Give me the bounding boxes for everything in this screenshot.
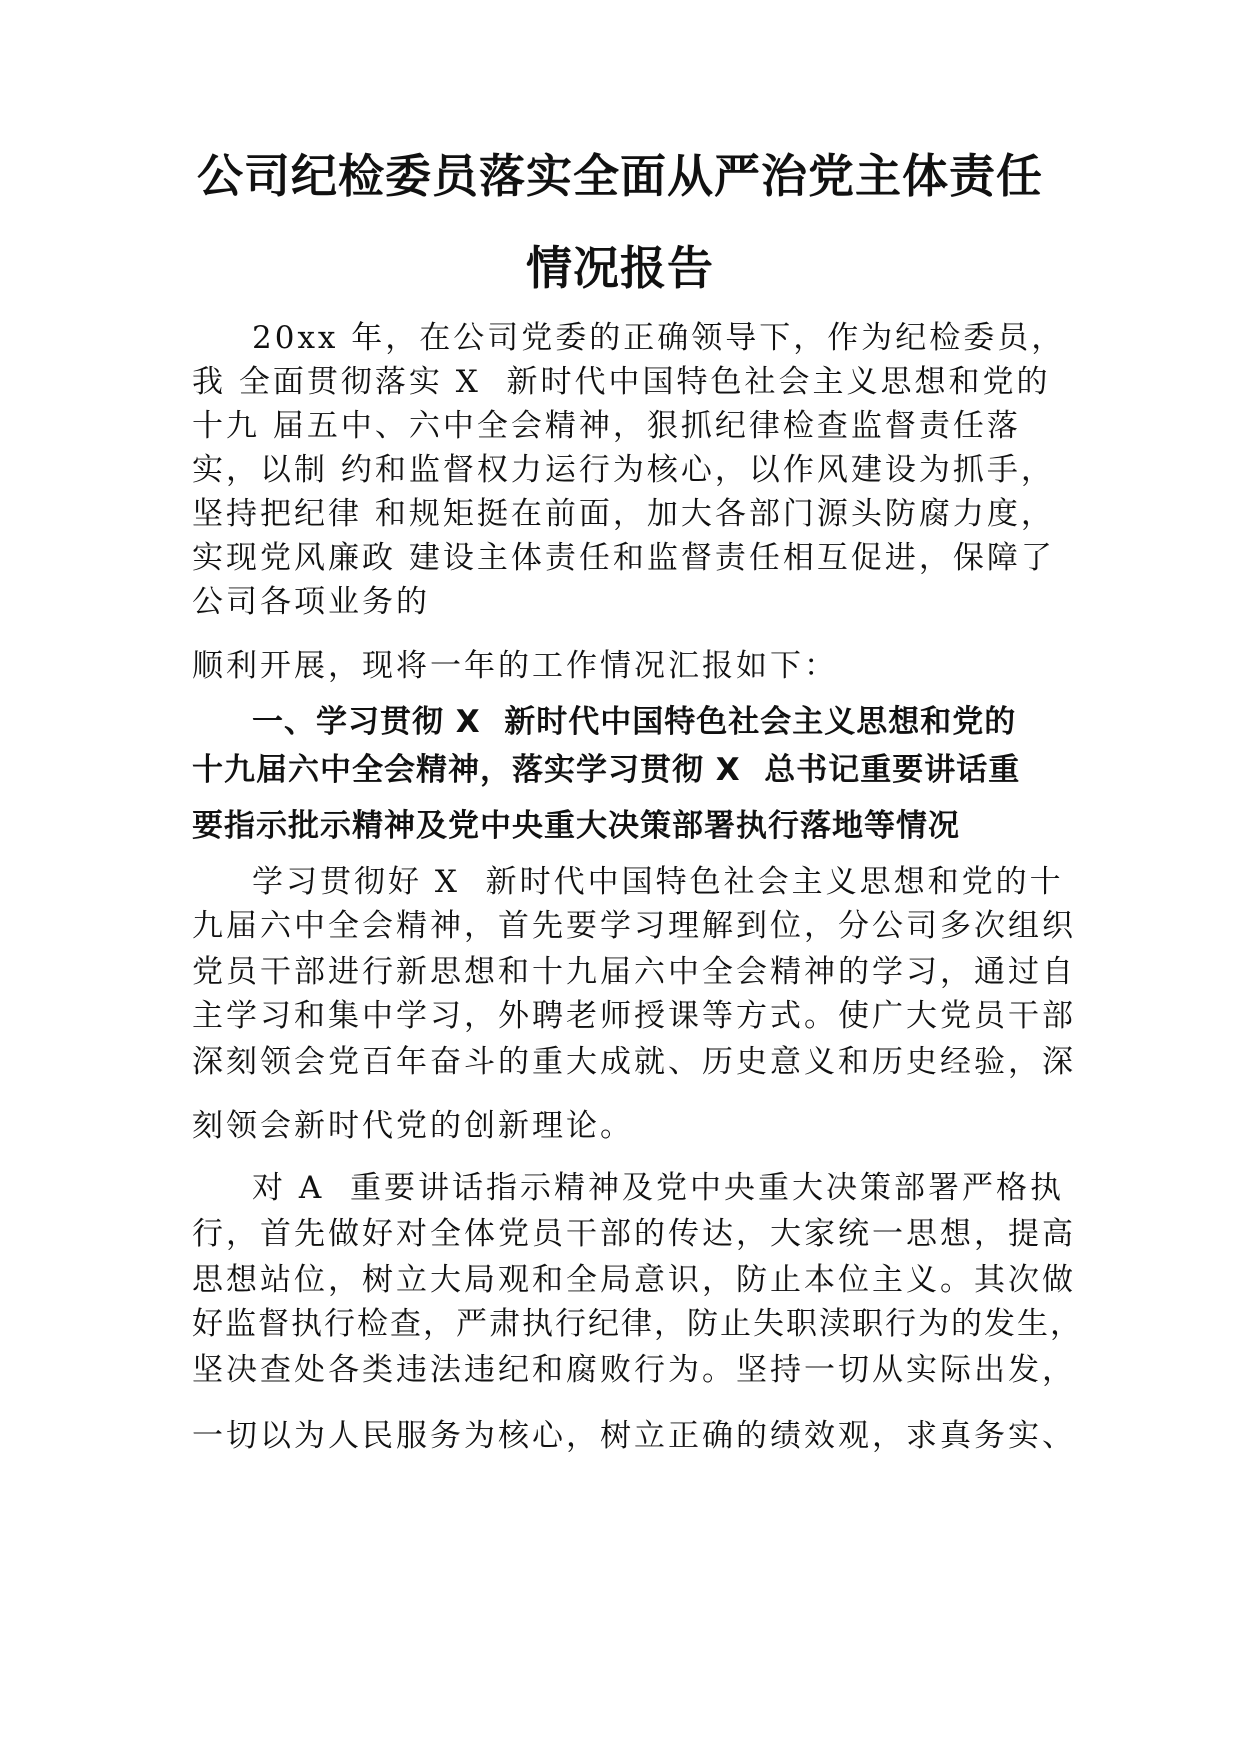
section-1-heading-line-3: 要指示批示精神及党中央重大决策部署执行落地等情况 xyxy=(192,808,960,844)
section-1-para-2-line-4: 好监督执行检查，严肃执行纪律，防止失职渎职行为的发生， xyxy=(192,1306,1083,1342)
section-1-heading-line-1: 一、学习贯彻 X 新时代中国特色社会主义思想和党的 xyxy=(252,704,1017,740)
document-title-line-2: 情况报告 xyxy=(526,241,714,295)
section-1-para-2-line-5: 坚决查处各类违法违纪和腐败行为。坚持一切从实际出发， xyxy=(192,1352,1076,1388)
section-1-para-2-line-1: 对 A 重要讲话指示精神及党中央重大决策部署严格执 xyxy=(252,1170,1064,1206)
intro-line-2: 我 全面贯彻落实 X 新时代中国特色社会主义思想和党的 xyxy=(192,364,1051,400)
section-1-para-2-line-3: 思想站位，树立大局观和全局意识，防止本位主义。其次做 xyxy=(192,1262,1076,1298)
section-1-para-2-line-2: 行，首先做好对全体党员干部的传达，大家统一思想，提高 xyxy=(192,1216,1076,1252)
intro-line-7: 公司各项业务的 xyxy=(192,584,430,620)
intro-line-6: 实现党风廉政 建设主体责任和监督责任相互促进，保障了 xyxy=(192,540,1055,576)
intro-line-4: 实，以制 约和监督权力运行为核心，以作风建设为抓手， xyxy=(192,452,1055,488)
section-1-para-1-line-6: 刻领会新时代党的创新理论。 xyxy=(192,1108,634,1144)
section-1-para-2-line-6: 一切以为人民服务为核心，树立正确的绩效观，求真务实、 xyxy=(192,1418,1076,1454)
section-1-para-1-line-5: 深刻领会党百年奋斗的重大成就、历史意义和历史经验，深 xyxy=(192,1044,1076,1080)
intro-line-8: 顺利开展，现将一年的工作情况汇报如下： xyxy=(192,648,838,684)
section-1-para-1-line-1: 学习贯彻好 X 新时代中国特色社会主义思想和党的十 xyxy=(252,864,1064,900)
intro-line-1: 20xx 年，在公司党委的正确领导下，作为纪检委员， xyxy=(252,320,1066,356)
intro-line-5: 坚持把纪律 和规矩挺在前面，加大各部门源头防腐力度， xyxy=(192,496,1055,532)
document-title-line-1: 公司纪检委员落实全面从严治党主体责任 xyxy=(197,149,1043,203)
section-1-para-1-line-4: 主学习和集中学习，外聘老师授课等方式。使广大党员干部 xyxy=(192,998,1076,1034)
section-1-para-1-line-3: 党员干部进行新思想和十九届六中全会精神的学习，通过自 xyxy=(192,954,1076,990)
intro-line-3: 十九 届五中、六中全会精神，狠抓纪律检查监督责任落 xyxy=(192,408,1021,444)
section-1-para-1-line-2: 九届六中全会精神，首先要学习理解到位，分公司多次组织 xyxy=(192,908,1076,944)
section-1-heading-line-2: 十九届六中全会精神，落实学习贯彻 X 总书记重要讲话重 xyxy=(192,752,1021,788)
